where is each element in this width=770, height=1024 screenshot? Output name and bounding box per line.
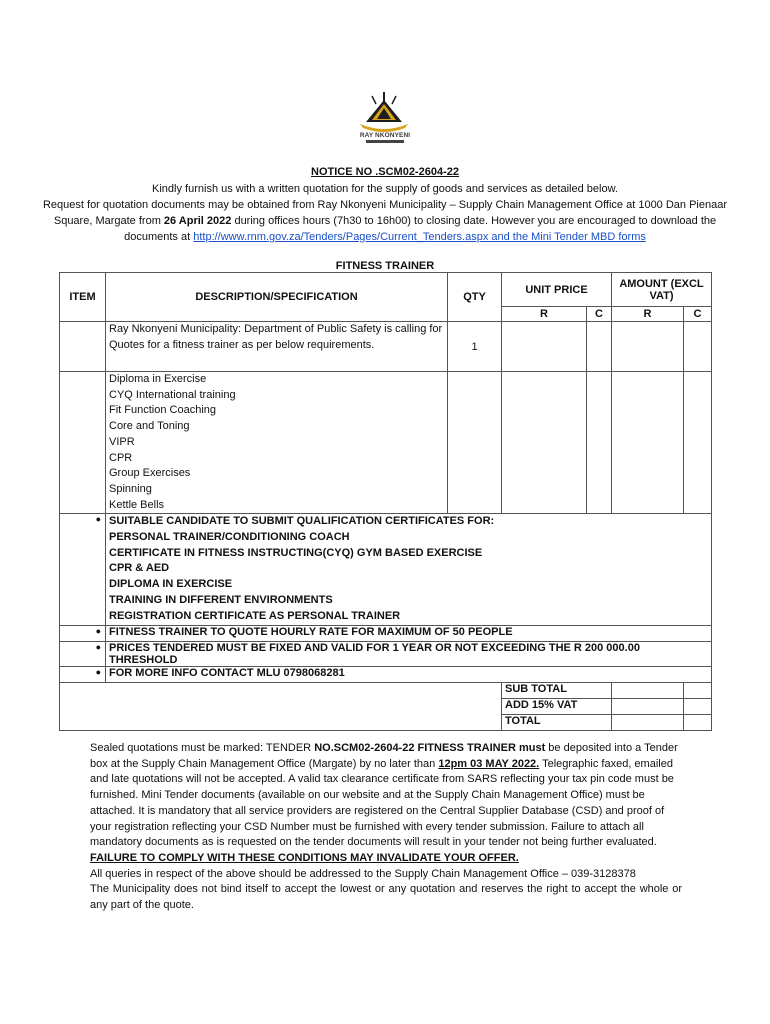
row-description bbox=[106, 322, 448, 372]
bullet-icon: ● bbox=[60, 642, 106, 667]
list-item: Kettle Bells bbox=[109, 498, 165, 511]
list-item: PERSONAL TRAINER/CONDITIONING COACH bbox=[109, 531, 350, 544]
intro-line1: Kindly furnish us with a written quotation for the supply of goods and services as detailed below. bbox=[152, 183, 618, 195]
logo-underline bbox=[366, 140, 404, 143]
table-row bbox=[60, 626, 712, 642]
intro-line3: during offices hours (7h30 to 16h00) to closing date. However you are encouraged to download the documents at bbox=[124, 215, 717, 243]
total-c[interactable] bbox=[684, 715, 712, 731]
closing-date: 12pm 03 MAY 2022. bbox=[438, 757, 540, 770]
certs-heading: SUITABLE CANDIDATE TO SUBMIT QUALIFICATION CERTIFICATES FOR: bbox=[109, 515, 495, 528]
list-item: TRAINING IN DIFFERENT ENVIRONMENTS bbox=[109, 593, 333, 606]
bullet-icon: ● bbox=[60, 514, 106, 626]
sub-text-a: Sealed quotations must be marked: TENDER bbox=[90, 742, 315, 754]
list-item: DIPLOMA IN EXERCISE bbox=[109, 578, 233, 591]
table-row bbox=[60, 514, 712, 626]
table-title: FITNESS TRAINER bbox=[335, 260, 435, 272]
bullet-icon: ● bbox=[60, 667, 106, 683]
sub-text-e: Telegraphic faxed, emailed and late quotations will not be accepted. A valid tax clearance certificate from SARS reflecting your tax pin code must be furnished. Mini Tender documents (available on our website and at the Supply Chain Management Office) must be attached. It is mandatory that all service providers are registered on the Central Supplier Database (CSD) and proof of your registration reflecting your CSD Number must be furnished with every tender submission. Failure to attach all mandatory documents as is requested on the tender documents will result in your tender not being further evaluated. bbox=[90, 757, 674, 849]
queries-text: All queries in respect of the above should be addressed to the Supply Chain Management Office – 039-3128378 bbox=[90, 867, 636, 880]
header-qty: QTY bbox=[448, 273, 502, 322]
table-row bbox=[60, 322, 712, 372]
sub-text-c: be deposited into a Tender box at the Supply Chain Management Office (Margate) by no later than bbox=[90, 742, 678, 770]
vat-c[interactable] bbox=[684, 699, 712, 715]
list-item: VIPR bbox=[109, 435, 135, 448]
subtotal-c[interactable] bbox=[684, 683, 712, 699]
cell-amount-r[interactable] bbox=[612, 322, 684, 372]
warning-text: FAILURE TO COMPLY WITH THESE CONDITIONS MAY INVALIDATE YOUR OFFER. bbox=[90, 851, 519, 864]
instructions bbox=[90, 741, 682, 914]
cell-unit-r[interactable] bbox=[502, 322, 587, 372]
subtotal-label: SUB TOTAL bbox=[502, 683, 612, 699]
cell-amount-c[interactable] bbox=[684, 322, 712, 372]
desc-a: Ray Nkonyeni Municipality: Department of Public Safety is calling for bbox=[109, 323, 443, 335]
list-item: CERTIFICATE IN FITNESS INSTRUCTING(CYQ) GYM BASED EXERCISE bbox=[109, 546, 483, 559]
list-item: REGISTRATION CERTIFICATE AS PERSONAL TRAINER bbox=[109, 609, 401, 622]
header-unit-price: UNIT PRICE bbox=[502, 273, 612, 307]
list-item: Fit Function Coaching bbox=[109, 404, 216, 417]
list-item: Spinning bbox=[109, 482, 152, 495]
logo-wordmark: RAY NKONYENI bbox=[359, 132, 411, 139]
subtotal-r[interactable] bbox=[612, 683, 684, 699]
header-unit-r: R bbox=[502, 307, 587, 322]
bullet-text: FOR MORE INFO CONTACT MLU 0798068281 bbox=[106, 667, 712, 683]
table-row bbox=[60, 372, 712, 514]
total-r[interactable] bbox=[612, 715, 684, 731]
list-item: Core and Toning bbox=[109, 420, 190, 433]
total-label: TOTAL bbox=[502, 715, 612, 731]
tenders-link[interactable]: http://www.rnm.gov.za/Tenders/Pages/Current_Tenders.aspx bbox=[193, 231, 489, 243]
bullet-text: PRICES TENDERED MUST BE FIXED AND VALID FOR 1 YEAR OR NOT EXCEEDING THE R 200 000.00 THRESHOLD bbox=[106, 642, 712, 667]
table-row bbox=[60, 667, 712, 683]
row-qty: 1 bbox=[448, 322, 502, 372]
header-amount: AMOUNT (EXCL VAT) bbox=[612, 273, 712, 307]
requirements-list bbox=[106, 372, 448, 514]
header-unit-c: C bbox=[587, 307, 612, 322]
list-item: CYQ International training bbox=[109, 388, 236, 401]
certs-block bbox=[106, 514, 712, 626]
notice-title: NOTICE NO .SCM02-2604-22 bbox=[311, 166, 459, 178]
header-amount-c: C bbox=[684, 307, 712, 322]
desc-b: Quotes for a fitness trainer as per below requirements. bbox=[109, 338, 375, 351]
mbd-forms-link[interactable]: and the Mini Tender MBD forms bbox=[488, 231, 646, 243]
header-item: ITEM bbox=[60, 273, 106, 322]
bullet-text: FITNESS TRAINER TO QUOTE HOURLY RATE FOR MAXIMUM OF 50 PEOPLE bbox=[106, 626, 712, 642]
intro-line2: Request for quotation documents may be obtained from Ray Nkonyeni Municipality – Supply Chain Management Office at 1000 Dan Pienaar Square, Margate from bbox=[42, 199, 728, 227]
bullet-icon: ● bbox=[60, 626, 106, 642]
quotation-table bbox=[59, 272, 712, 731]
cell-unit-c[interactable] bbox=[587, 322, 612, 372]
tender-reference: NO.SCM02-2604-22 FITNESS TRAINER must bbox=[314, 742, 546, 754]
header-amount-r: R bbox=[612, 307, 684, 322]
list-item: Diploma in Exercise bbox=[109, 373, 207, 385]
submission-paragraph bbox=[90, 741, 682, 851]
disclaimer-text: The Municipality does not bind itself to accept the lowest or any quotation and reserves the right to accept the whole or any part of the quote. bbox=[90, 883, 682, 912]
header-description: DESCRIPTION/SPECIFICATION bbox=[106, 273, 448, 322]
intro-paragraph bbox=[40, 181, 730, 245]
vat-r[interactable] bbox=[612, 699, 684, 715]
list-item: Group Exercises bbox=[109, 467, 191, 480]
totals-row bbox=[60, 683, 712, 699]
vat-label: ADD 15% VAT bbox=[502, 699, 612, 715]
list-item: CPR bbox=[109, 451, 133, 464]
table-row bbox=[60, 642, 712, 667]
intro-date: 26 April 2022 bbox=[163, 215, 232, 227]
list-item: CPR & AED bbox=[109, 562, 170, 575]
